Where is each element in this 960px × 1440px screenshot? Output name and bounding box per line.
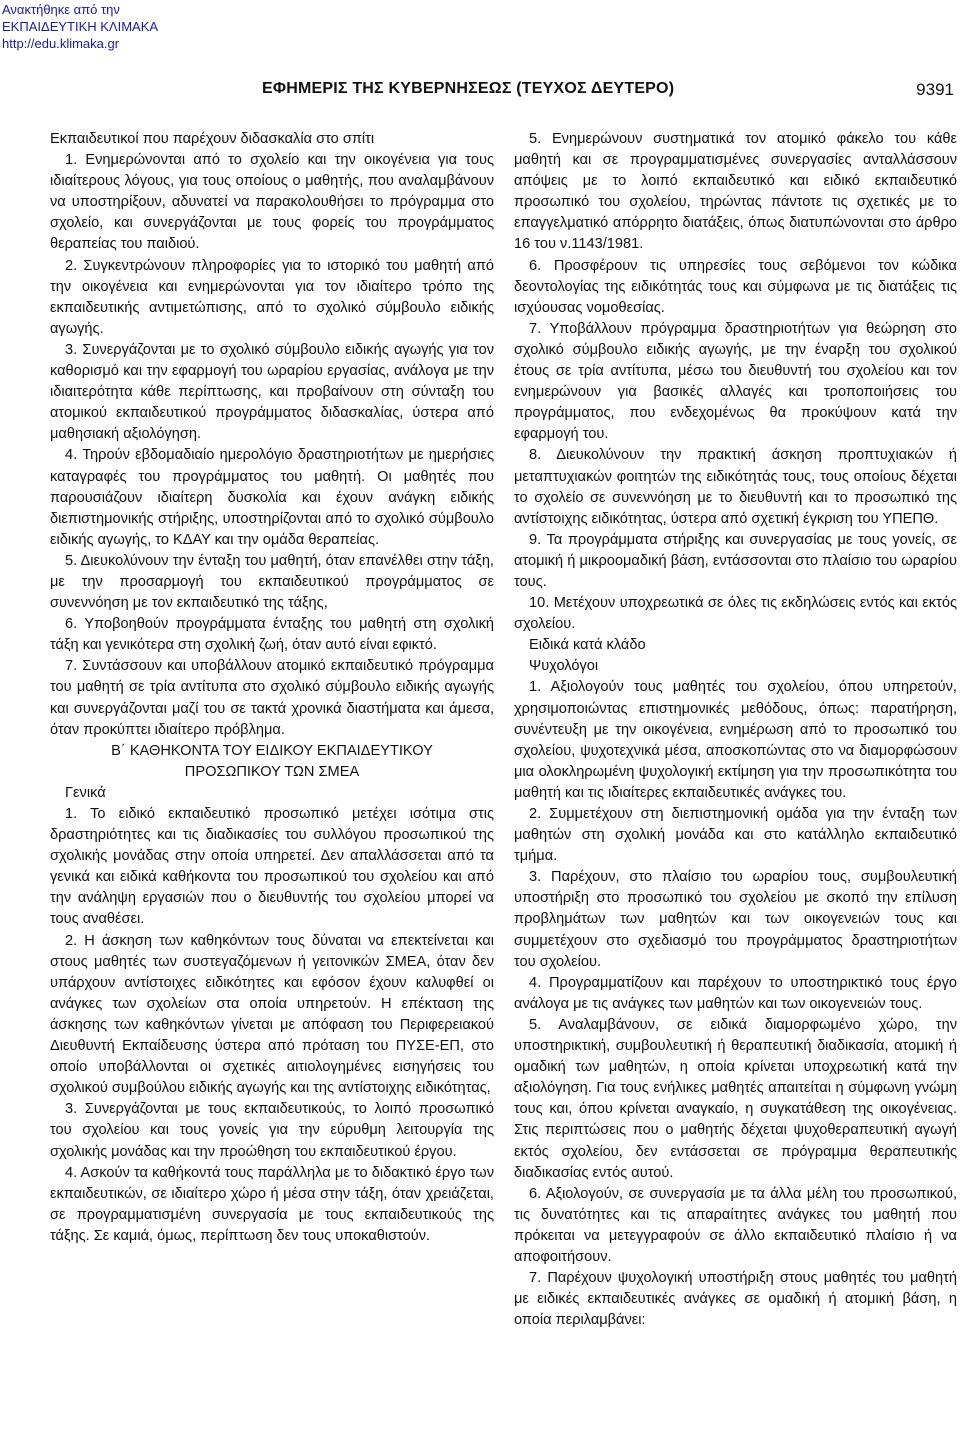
- paragraph: 5. Αναλαμβάνουν, σε ειδικά διαμορφωμένο χώρο, την υποστηρικτική, συμβουλευτική ή θεραπευτική διαδικασία, ατομική ή ομαδική των μαθητών, η οποία κρίνεται υποχρεωτική κατά την αξιολόγηση. Για τους ενήλικες μαθητές απαιτείται η σύμφωνη γνώμη τους και, όπου κρίνεται αναγκαίο, η συγκατάθεση της οικογένειας. Στις περιπτώσεις που ο μαθητής δέχεται ψυχοθεραπευτική αγωγή εκτός σχολείου, δεν εντάσσεται σε πρόγραμμα θεραπευτικής διαδικασίας εντός αυτού.: [514, 1016, 957, 1181]
- paragraph: 3. Συνεργάζονται με το σχολικό σύμβουλο ειδικής αγωγής για τον καθορισμό και την εφαρμογή του ωραρίου εργασίας, ανάλογα με την ιδιαιτερότητα κάθε περίπτωσης, και προβαίνουν στη σύνταξη του ατομικού εκπαιδευτικού προγράμματος διδασκαλίας, ύστερα από μαθησιακή αξιολόγηση.: [50, 341, 494, 443]
- paragraph: 1. Το ειδικό εκπαιδευτικό προσωπικό μετέχει ισότιμα στις δραστηριότητες και τις διαδικασίες του συλλόγου προσωπικού της σχολικής μονάδας στην οποία υπηρετεί. Δεν απαλλάσσεται από τα γενικά και ειδικά καθήκοντα του προσωπικού του σχολείου και από την ανάληψη εργασιών που ο διευθυντής του σχολείου μπορεί να τους αναθέσει.: [50, 806, 494, 928]
- paragraph: 1. Αξιολογούν τους μαθητές του σχολείου, όπου υπηρετούν, χρησιμοποιώντας επιστημονικές μεθόδους, όπως: παρατήρηση, συνέντευξη με την οικογένεια, ενημέρωση από το προσωπικό του σχολείου, ψυχοτεχνικά μέσα, αποσκοπώντας στο να διαμορφώσουν μια ολοκληρωμένη ψυχολογική εκτίμηση για την προσωπικότητα του μαθητή και τις ιδιαίτερες εκπαιδευτικές ανάγκες του.: [514, 679, 957, 801]
- paragraph: 7. Παρέχουν ψυχολογική υποστήριξη στους μαθητές του μαθητή με ειδικές εκπαιδευτικές ανάγκες σε ομαδική ή ατομική βάση, η οποία περιλαμβάνει:: [514, 1270, 957, 1329]
- right-column: [514, 129, 957, 1331]
- left-column: [50, 129, 494, 1247]
- section-heading: ΠΡΟΣΩΠΙΚΟΥ ΤΩΝ ΣΜΕΑ: [184, 763, 360, 780]
- paragraph: 3. Συνεργάζονται με τους εκπαιδευτικούς, το λοιπό προσωπικό του σχολείου και τους γονείς για την εύρυθμη λειτουργία της σχολικής μονάδας και την προώθηση του εκπαιδευτικού έργου.: [50, 1101, 494, 1160]
- paragraph: 1. Ενημερώνονται από το σχολείο και την οικογένεια για τους ιδιαίτερους λόγους, για τους οποίους ο μαθητής, που αναλαμβάνουν να υποστηρίξουν, αδυνατεί να παρακολουθήσει το πρόγραμμα στο σχολείο, και συνεργάζονται με τους φορείς του προγράμματος θεραπείας του παιδιού.: [50, 152, 494, 253]
- paragraph: 10. Μετέχουν υποχρεωτικά σε όλες τις εκδηλώσεις εντός και εκτός σχολείου.: [514, 595, 957, 633]
- paragraph: 2. Συγκεντρώνουν πληροφορίες για το ιστορικό του μαθητή από την οικογένεια και ενημερώνονται για τον ιδιαίτερο τρόπο της εκπαιδευτικής αντιμετώπισης, από το σχολικό σύμβουλο ειδικής αγωγής.: [50, 257, 494, 337]
- paragraph: 4. Ασκούν τα καθήκοντά τους παράλληλα με το διδακτικό έργο των εκπαιδευτικών, σε ιδιαίτερο χώρο ή μέσα στην τάξη, όταν χρειάζεται, σε προγραμματισμένη συνεργασία με τους εκπαιδευτικούς της τάξης. Σε καμιά, όμως, περίπτωση δεν τους υποκαθιστούν.: [50, 1164, 494, 1244]
- paragraph: 4. Προγραμματίζουν και παρέχουν το υποστηρικτικό τους έργο ανάλογα με τις ανάγκες των μαθητών και των οικογενειών τους.: [514, 974, 957, 1012]
- source-notice-line: Ανακτήθηκε από την: [2, 2, 120, 17]
- subheading: Ειδικά κατά κλάδο: [529, 637, 646, 654]
- paragraph: Εκπαιδευτικοί που παρέχουν διδασκαλία στο σπίτι: [50, 131, 375, 147]
- paragraph: 5. Ενημερώνουν συστηματικά τον ατομικό φάκελο του κάθε μαθητή και σε προγραμματισμένες συνεργασίες ανταλλάσσουν απόψεις με το λοιπό εκπαιδευτικό και ειδικό εκπαιδευτικό προσωπικό του σχολείου, τηρώντας πάντοτε τις σχετικές με το επαγγελματικό απόρρητο διατάξεις, όπως διατυπώνονται στο άρθρο 16 του ν.1143/1981.: [514, 131, 957, 253]
- paragraph: 4. Τηρούν εβδομαδιαίο ημερολόγιο δραστηριοτήτων με ημερήσιες καταγραφές του προγράμματος του μαθητή. Οι μαθητές που παρουσιάζουν ιδιαίτερη δυσκολία και έχουν ανάγκη ειδικής διεπιστημονικής στήριξης, υποστηρίζονται από το σχολικό σύμβουλο ειδικής αγωγής, το ΚΔΑΥ και την ομάδα θεραπείας.: [50, 447, 494, 548]
- paragraph: 8. Διευκολύνουν την πρακτική άσκηση προπτυχιακών ή μεταπτυχιακών φοιτητών της ειδικότητάς τους, τους οποίους δέχεται το σχολείο σε συνεννόηση με το διευθυντή και το προσωπικό της αντίστοιχης ειδικότητας, ύστερα από σχετική έγκριση του ΥΠΕΠΘ.: [514, 447, 957, 527]
- paragraph: 7. Συντάσσουν και υποβάλλουν ατομικό εκπαιδευτικό πρόγραμμα του μαθητή σε τρία αντίτυπα στο σχολικό σύμβουλο ειδικής αγωγής και συνεργάζονται μαζί του σε τακτά χρονικά διαστήματα και άμεσα, όταν προκύπτει ιδιαίτερο πρόβλημα.: [50, 658, 494, 738]
- paragraph: 2. Η άσκηση των καθηκόντων τους δύναται να επεκτείνεται και στους μαθητές των συστεγαζόμενων ή γειτονικών ΣΜΕΑ, όταν δεν υπάρχουν αντίστοιχες ειδικότητες και εφόσον έχουν καλυφθεί οι ανάγκες των σχολείων στα οποία υπηρετούν. Η επέκταση της άσκησης των καθηκόντων γίνεται με απόφαση του Περιφερειακού Διευθυντή Εκπαίδευσης ύστερα από πρόταση του ΠΥΣΕ-ΕΠ, στο οποίο υποβάλλονται οι σχετικές αιτιολογημένες εισηγήσεις του σχολικού συμβούλου ειδικής αγωγής και της αντίστοιχης ειδικότητας,: [50, 932, 494, 1097]
- source-notice-line: ΕΚΠΑΙΔΕΥΤΙΚΗ ΚΛΙΜΑΚΑ: [2, 19, 159, 34]
- section-heading: Β΄ ΚΑΘΗΚΟΝΤΑ ΤΟΥ ΕΙΔΙΚΟΥ ΕΚΠΑΙΔΕΥΤΙΚΟΥ: [111, 742, 433, 759]
- gazette-title: ΕΦΗΜΕΡΙΣ ΤΗΣ ΚΥΒΕΡΝΗΣΕΩΣ (ΤΕΥΧΟΣ ΔΕΥΤΕΡΟ): [262, 80, 675, 97]
- paragraph: 7. Υποβάλλουν πρόγραμμα δραστηριοτήτων για θεώρηση στο σχολικό σύμβουλο ειδικής αγωγής, με την έναρξη του σχολικού έτους σε τρία αντίτυπα, μέσω του διευθυντή του σχολείου και τον ενημερώνουν για βασικές αλλαγές και τροποποιήσεις του προγράμματος, που ενδεχομένως θα προκύψουν κατά την εφαρμογή του.: [514, 320, 957, 443]
- paragraph: 6. Αξιολογούν, σε συνεργασία με τα άλλα μέλη του προσωπικού, τις δυνατότητες και τις απαραίτητες ανάγκες του μαθητή που πρόκειται να μετεγγραφούν σε άλλο εκπαιδευτικό πλαίσιο ή να αποφοιτήσουν.: [514, 1185, 957, 1265]
- subheading: Ψυχολόγοι: [529, 658, 599, 675]
- subheading: Γενικά: [65, 784, 106, 801]
- paragraph: 3. Παρέχουν, στο πλαίσιο του ωραρίου τους, συμβουλευτική υποστήριξη στο προσωπικό του σχολείου με σκοπό την επίλυση προβλημάτων των μαθητών και των οικογενειών τους και συμμετέχουν στο σχεδιασμό του προγράμματος δραστηριοτήτων του σχολείου.: [514, 869, 957, 970]
- paragraph: 6. Υποβοηθούν προγράμματα ένταξης του μαθητή στη σχολική τάξη και γενικότερα στη σχολική ζωή, όταν αυτό είναι εφικτό.: [50, 616, 494, 654]
- paragraph: 6. Προσφέρουν τις υπηρεσίες τους σεβόμενοι τον κώδικα δεοντολογίας της ειδικότητάς τους και σύμφωνα με τις διατάξεις τις ισχύουσας νομοθεσίας.: [514, 257, 957, 316]
- source-notice: [2, 1, 158, 52]
- page-header: [262, 80, 954, 104]
- paragraph: 9. Τα προγράμματα στήριξης και συνεργασίας με τους γονείς, σε ατομική ή μικροομαδική βάση, εντάσσονται στο πλαίσιο του ωραρίου τους.: [514, 531, 957, 590]
- source-link[interactable]: http://edu.klimaka.gr: [2, 36, 120, 51]
- page-number: 9391: [916, 80, 954, 99]
- paragraph: 5. Διευκολύνουν την ένταξη του μαθητή, όταν επανέλθει στην τάξη, με την προσαρμογή του εκπαιδευτικού προγράμματος σε συνεννόηση με τον εκπαιδευτικό της τάξης,: [50, 552, 494, 612]
- paragraph: 2. Συμμετέχουν στη διεπιστημονική ομάδα για την ένταξη των μαθητών στη σχολική μονάδα και στο κατάλληλο εκπαιδευτικό τμήμα.: [514, 806, 957, 865]
